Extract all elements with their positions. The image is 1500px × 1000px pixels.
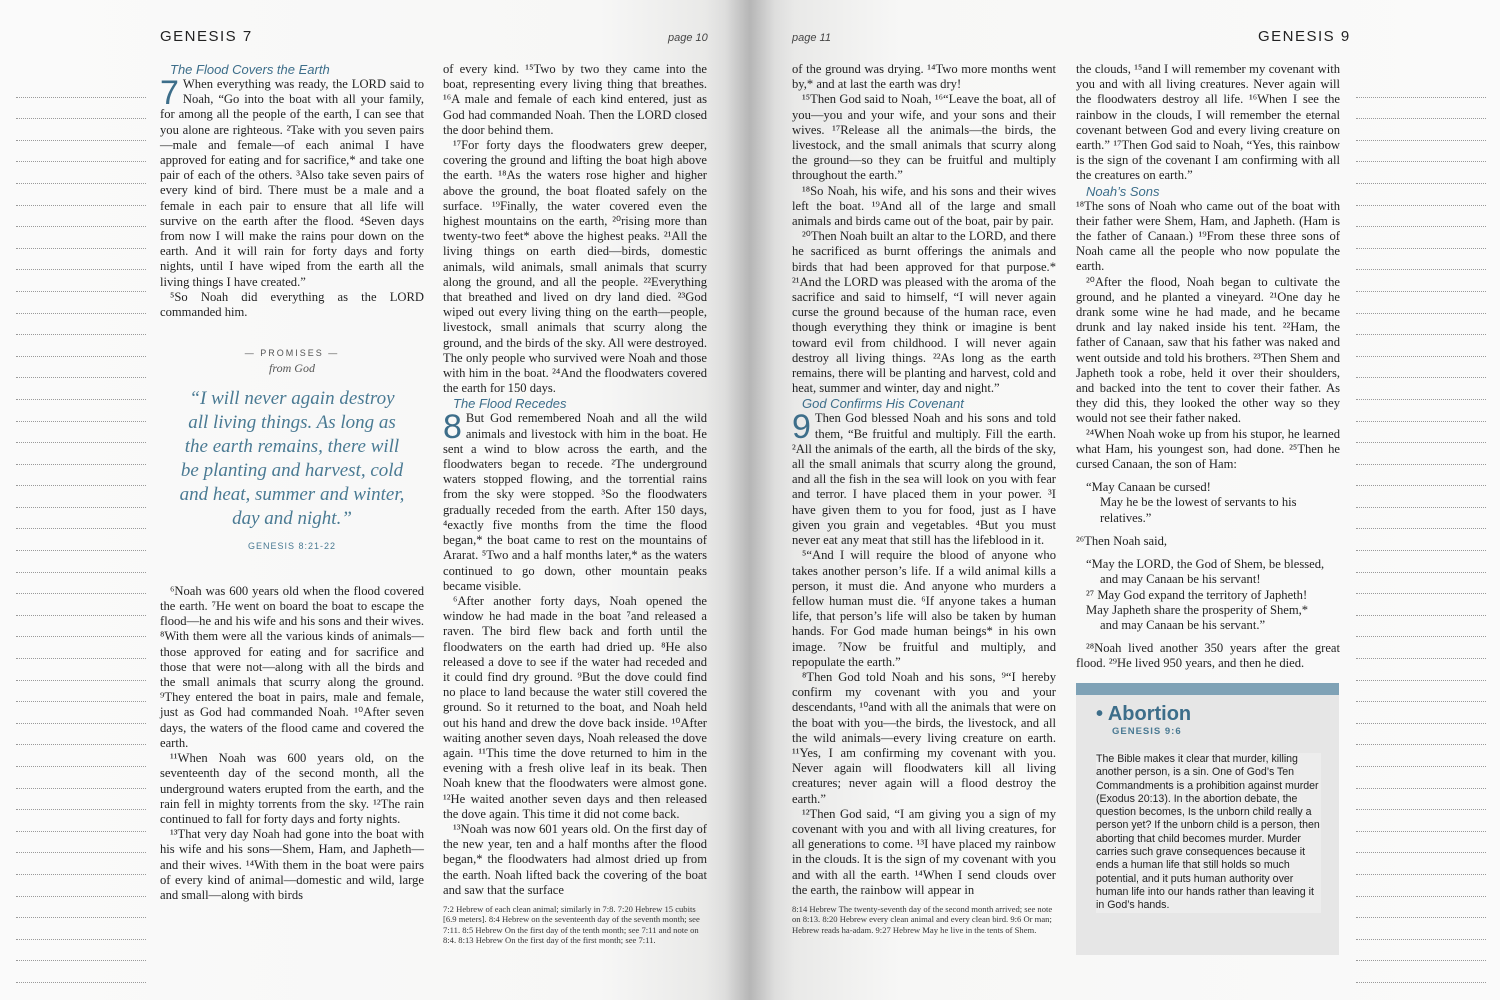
paragraph: of every kind. ¹⁵Two by two they came into the boat, representing every living thing that breathes. ¹⁶A male and female of each kind entered, just as God had commanded Noah. Then the LORD closed the door behind them. bbox=[443, 62, 707, 137]
paragraph: ⁵“And I will require the blood of anyone who takes another person’s life. If a wild animal kills a person, it must die. And anyone who murders a fellow human must die. ⁶If anyone takes a human life, that person’s life will also be taken by human hands. For God made human beings* in his own image. ⁷Now be fruitful and multiply, and repopulate the earth.” bbox=[792, 548, 1056, 669]
sidebar-title: • Abortion bbox=[1096, 703, 1192, 725]
paragraph: ⁶After another forty days, Noah opened the window he had made in the boat ⁷and released a raven. The bird flew back and forth until the floodwaters on the earth had dried up. ⁸He also released a dove to see if the water had receded and it could find dry ground. ⁹But the dove could find no place to land because the water still covered the ground. So it returned to the boat, and Noah held out his hand and drew the dove back inside. ¹⁰After waiting another seven days, Noah released the dove again. ¹¹This time the dove returned to him in the evening with a fresh olive leaf in its beak. Then Noah knew that the floodwaters were almost gone. ¹²He waited another seven days and then released the dove again. This time it did not come back. bbox=[443, 593, 707, 821]
poem-line: and may Canaan be his servant.” bbox=[1100, 617, 1266, 632]
running-head-left: GENESIS 7 bbox=[160, 28, 253, 45]
section-heading: The Flood Covers the Earth bbox=[170, 62, 330, 77]
promise-callout bbox=[160, 346, 424, 554]
poem-line: and may Canaan be his servant! bbox=[1100, 572, 1261, 587]
paragraph: ¹³That very day Noah had gone into the boat with his wife and his sons—Shem, Ham, and Japheth—and their wives. ¹⁴With them in the boat were pairs of every kind of animal—domestic and wild, large and small—along with birds bbox=[160, 827, 424, 902]
paragraph: ²⁸Noah lived another 350 years after the great flood. ²⁹He lived 950 years, and then he died. bbox=[1076, 641, 1340, 671]
poem-block bbox=[1086, 557, 1340, 633]
paragraph: But God remembered Noah and all the wild animals and livestock with him in the boat. He sent a wind to blow across the earth, and the floodwaters began to recede. ²The underground waters stopped flowing, and the torrential rains from the sky were stopped. ³So the floodwaters gradually receded from the earth. After 150 days, ⁴exactly five months from the time the flood began,* the boat came to rest on the mountains of Ararat. ⁵Two and a half months later,* as the waters continued to go down, other mountain peaks became visible. bbox=[443, 411, 707, 593]
section-heading: Noah’s Sons bbox=[1086, 183, 1160, 199]
paragraph: ¹²Then God said, “I am giving you a sign of my covenant with you and with all living creatures, for all generations to come. ¹³I have placed my rainbow in the clouds. It is the sign of my covenant with you and with all the earth. ¹⁴When I send clouds over the earth, the rainbow will appear in bbox=[792, 806, 1056, 897]
promise-quote: “I will never again destroy all living things. As long as the earth remains, there will be planting and harvest, cold and heat, summer and winter, day and night.” bbox=[179, 387, 405, 529]
chapter-number: 9 bbox=[792, 408, 811, 447]
paragraph: ⁵So Noah did everything as the LORD commanded him. bbox=[160, 289, 424, 320]
poem-line: May he be the lowest of servants to his relatives.” bbox=[1100, 495, 1297, 525]
paragraph: ⁸Then God told Noah and his sons, ⁹“I hereby confirm my covenant with you and your descendants, ¹⁰and with all the animals that were on the boat with you—the birds, the livestock, and all the wild animals—every living creature on earth. ¹¹Yes, I am confirming my covenant with you. Never again will floodwaters kill all living creatures; never again will a flood destroy the earth.” bbox=[792, 669, 1056, 806]
chapter-number: 7 bbox=[160, 74, 179, 112]
running-head-right: GENESIS 9 bbox=[1258, 28, 1351, 45]
paragraph: When everything was ready, the LORD said to Noah, “Go into the boat with all your family, for among all the people of the earth, I can see that you alone are righteous. ²Take with you seven pairs—male and female—of each animal I have approved for eating and for sacrifice,* and take one pair of each of the others. ³Also take seven pairs of every kind of bird. There must be a male and a female in each pair to ensure that all life will survive on the earth after the flood. ⁴Seven days from now I will make the rains pour down on the earth. And it will rain for forty days and forty nights, until I have wiped from the earth all the living things I have created.” bbox=[160, 77, 424, 289]
paragraph: ²⁶Then Noah said, bbox=[1076, 533, 1168, 548]
abortion-sidebar bbox=[1076, 683, 1339, 955]
poem-block bbox=[1086, 480, 1340, 526]
poem-line: ²⁷ May God expand the territory of Japheth! bbox=[1086, 587, 1308, 602]
left-column-2 bbox=[443, 62, 707, 946]
notes-lines-right bbox=[1356, 80, 1486, 1000]
promise-label: — PROMISES — bbox=[244, 348, 340, 359]
paragraph: ¹³Noah was now 601 years old. On the first day of the new year, ten and a half months after the flood began,* the floodwaters had almost dried up from the earth. Noah lifted back the covering of the boat and saw that the surface bbox=[443, 821, 707, 897]
paragraph: ²⁰After the flood, Noah began to cultivate the ground, and he planted a vineyard. ²¹One day he drank some wine he had made, and he became drunk and lay naked inside his tent. ²²Ham, the father of Canaan, saw that his father was naked and went outside and told his brothers. ²³Then Shem and Japheth took a robe, held it over their shoulders, and backed into the tent to cover their father. As they did this, they looked the other way so they would not see their father naked. bbox=[1076, 274, 1340, 426]
poem-line: May Japheth share the prosperity of Shem,* bbox=[1086, 602, 1309, 617]
poem-line: “May Canaan be cursed! bbox=[1086, 480, 1211, 495]
paragraph: ¹⁸The sons of Noah who came out of the boat with their father were Shem, Ham, and Japheth. (Ham is the father of Canaan.) ¹⁹From these three sons of Noah came all the people who now populate the earth. bbox=[1076, 198, 1340, 274]
paragraph: ²⁰Then Noah built an altar to the LORD, and there he sacrificed as burnt offerings the animals and birds that had been approved for that purpose.* ²¹And the LORD was pleased with the aroma of the sacrifice and said to himself, “I will never again curse the ground because of the human race, even though everything they think or imagine is bent toward evil from childhood. I will never again destroy all living things. ²²As long as the earth remains, there will be planting and harvest, cold and heat, summer and winter, day and night.” bbox=[792, 229, 1056, 396]
footnotes: 8:14 Hebrew The twenty-seventh day of the second month arrived; see note on 8:13. 8:20 Hebrew every clean animal and every clean bird. 9:6 Or man; Hebrew reads ha-adam. 9:27 Hebrew May he live in the tents of Shem. bbox=[792, 903, 1053, 935]
notes-lines-left bbox=[16, 80, 146, 1000]
promise-reference: GENESIS 8:21-22 bbox=[247, 540, 337, 551]
paragraph: Then God blessed Noah and his sons and told them, “Be fruitful and multiply. Fill the earth. ²All the animals of the earth, all the birds of the sky, all the small animals that scurry along the ground, and all the fish in the sea will look on you with fear and terror. I have placed them in your power. ³I have given them to you for food, just as I have given you grain and vegetables. ⁴But you must never eat any meat that still has the lifeblood in it. bbox=[792, 411, 1056, 548]
promise-sublabel: from God bbox=[269, 361, 315, 376]
footnotes: 7:2 Hebrew of each clean animal; similarly in 7:8. 7:20 Hebrew 15 cubits [6.9 meters]. 8:4 Hebrew on the seventeenth day of the seventh month; see 7:11. 8:5 Hebrew On the first day of the tenth month; see 7:11 and note on 8:4. 8:13 Hebrew On the first day of the first month; see 7:11. bbox=[443, 903, 700, 946]
right-column-2 bbox=[1076, 62, 1340, 672]
paragraph: of the ground was drying. ¹⁴Two more months went by,* and at last the earth was dry! bbox=[792, 62, 1056, 92]
paragraph: ¹⁵Then God said to Noah, ¹⁶“Leave the boat, all of you—you and your wife, and your sons and their wives. ¹⁷Release all the animals—the birds, the livestock, and the small animals that scurry along the ground—so they can be fruitful and multiply throughout the earth.” bbox=[792, 92, 1056, 183]
left-column-1 bbox=[160, 62, 424, 903]
right-column-1 bbox=[792, 62, 1056, 935]
section-heading: God Confirms His Covenant bbox=[802, 396, 964, 412]
poem-line: “May the LORD, the God of Shem, be blessed, bbox=[1086, 557, 1325, 572]
page-number-right: page 11 bbox=[792, 32, 831, 44]
paragraph: ²⁴When Noah woke up from his stupor, he learned what Ham, his youngest son, had done. ²⁵Then he cursed Canaan, the son of Ham: bbox=[1076, 426, 1340, 472]
page-number-left: page 10 bbox=[668, 32, 708, 44]
paragraph: ¹⁸So Noah, his wife, and his sons and their wives left the boat. ¹⁹And all of the large and small animals and birds came out of the boat, pair by pair. bbox=[792, 183, 1056, 229]
chapter-number: 8 bbox=[443, 408, 462, 447]
paragraph: the clouds, ¹⁵and I will remember my covenant with you and with all living creatures. Never again will the floodwaters destroy all life. ¹⁶When I see the rainbow in the clouds, I will remember the eternal covenant between God and every living creature on earth.” ¹⁷Then God said to Noah, “Yes, this rainbow is the sign of the covenant I am confirming with all the creatures on earth.” bbox=[1076, 62, 1340, 183]
paragraph: ⁶Noah was 600 years old when the flood covered the earth. ⁷He went on board the boat to escape the flood—he and his wife and his sons and their wives. ⁸With them were all the various kinds of animals—those approved for eating and for sacrifice and those that were not—along with all the birds and the small animals that scurry along the ground. ⁹They entered the boat in pairs, male and female, just as God had commanded Noah. ¹⁰After seven days, the waters of the flood came and covered the earth. bbox=[160, 583, 424, 750]
paragraph: ¹¹When Noah was 600 years old, on the seventeenth day of the second month, all the underground waters erupted from the earth, and the rain fell in mighty torrents from the sky. ¹²The rain continued to fall for forty days and forty nights. bbox=[160, 751, 424, 826]
section-heading: The Flood Recedes bbox=[453, 396, 567, 412]
sidebar-text: The Bible makes it clear that murder, killing another person, is a sin. One of God’s Ten Commandments is a prohibition against murder (Exodus 20:13). In the abortion debate, the question becomes, Is the unborn child really a person yet? If the unborn child is a person, then aborting that child becomes murder. Murder carries such grave consequences because it ends a human life that still holds so much potential, and it puts human authority over human life into our hands rather than leaving it in God’s hands. bbox=[1096, 753, 1320, 912]
paragraph: ¹⁷For forty days the floodwaters grew deeper, covering the ground and lifting the boat high above the earth. ¹⁸As the waters rose higher and higher above the ground, the boat floated safely on the surface. ¹⁹Finally, the water covered even the highest mountains on the earth, ²⁰rising more than twenty-two feet* above the highest peaks. ²¹All the living things on earth died—birds, domestic animals, wild animals, small animals that scurry along the ground, and all the people. ²²Everything that breathed and lived on dry land died. ²³God wiped out every living thing on the earth—people, livestock, small animals that scurry along the ground, and the birds of the sky. All were destroyed. The only people who survived were Noah and those with him in the boat. ²⁴And the floodwaters covered the earth for 150 days. bbox=[443, 138, 707, 396]
sidebar-reference: GENESIS 9:6 bbox=[1112, 726, 1182, 737]
sidebar-accent-bar bbox=[1076, 683, 1339, 695]
